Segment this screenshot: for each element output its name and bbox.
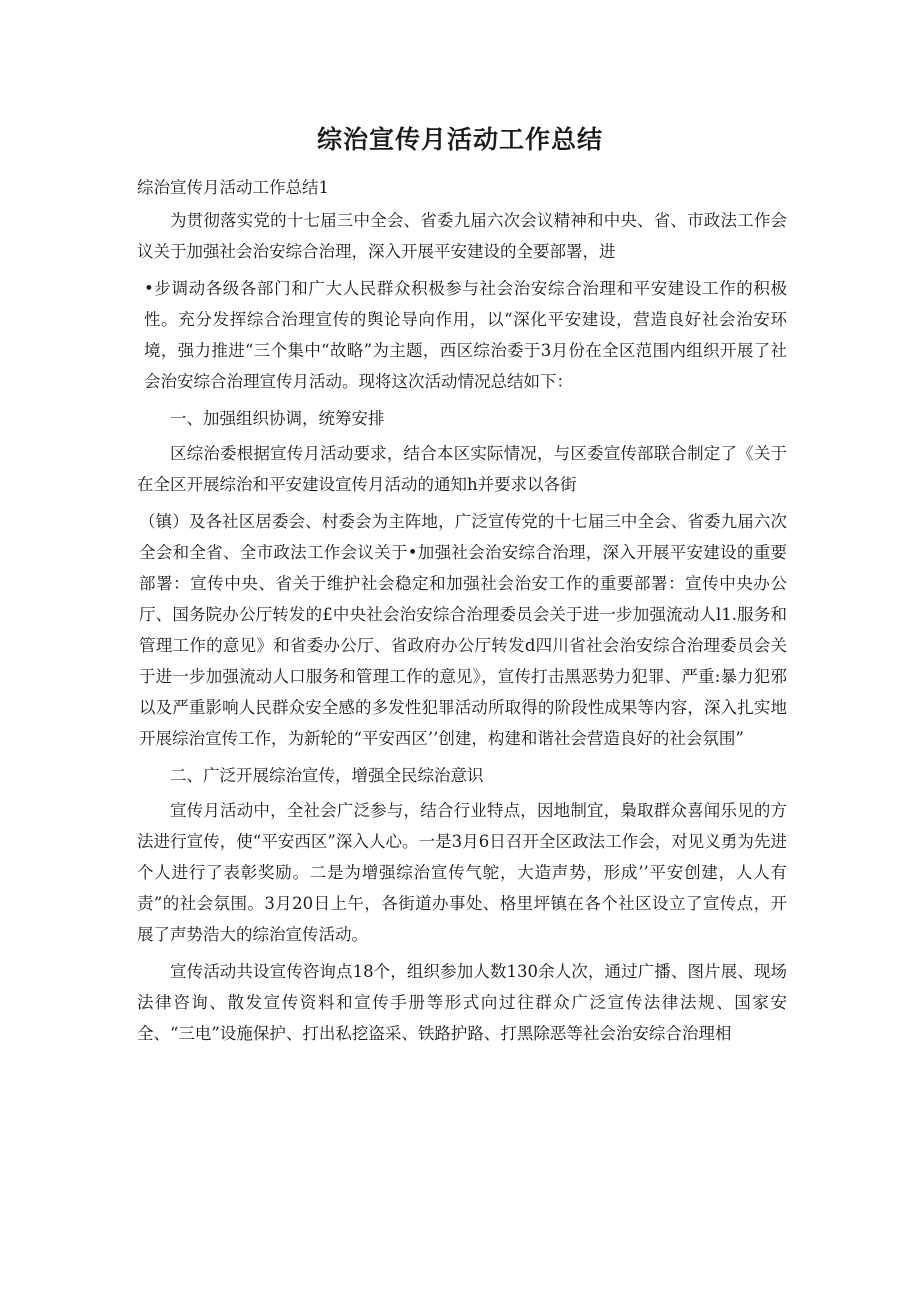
document-title: 综治宣传月活动工作总结 (316, 125, 603, 154)
paragraph-organization-continued: （镇）及各社区居委会、村委会为主阵地，广泛宣传党的十七届三中全会、省委九届六次全会和全省、全市政法工作会议关于•加强社会治安综合治理，深入开展平安建设的重要部署：宣传中央、省关于维护社会稳定和加强社会治安工作的重要部署：宣传中央办公厅、国务院办公厅转发的£中央社会治安综合治理委员会关于进一步加强流动人l1.服务和管理工作的意见》和省委办公厅、省政府办公厅转发d四川省社会治安综合治理委员会关于进一步加强流动人口服务和管理工作的意见》，宣传打击黑恶势力犯罪、严重:暴力犯邪以及严重影响人民群众安全感的多发性犯罪活动所取得的阶段性成果等内容，深入扎实地开展综治宣传工作，为新轮的“平安西区’’创建，构建和谐社会营造良好的社会氛围” (139, 512, 787, 748)
paragraph-consultation: 宣传活动共设宣传咨询点18个，组织参加人数130余人次，通过广播、图片展、现场法律咨询、散发宣传资料和宣传手册等形式向过往群众广泛宣传法律法规、国家安全、“三电”设施保护、打出私挖盗采、铁路护路、打黑除恶等社会治安综合治理相 (137, 962, 787, 1043)
paragraph-organization: 区综治委根据宣传月活动要求，结合本区实际情况，与区委宣传部联合制定了《关于在全区开展综治和平安建设宣传月活动的通知h并要求以各街 (137, 444, 787, 494)
paragraph-campaign: 宣传月活动中，全社会广泛参与，结合行业特点，因地制宜，梟取群众喜闻乐见的方法进行宣传，使“平安西区”深入人心。一是3月6日召开全区政法工作会，对见义勇为先进个人进行了表彰奖励。二是为增强综治宣传气鸵，大造声势，形成’’平安创建，人人有责”的社会氛围。3月20日上午，各街道办事处、格里坪镇在各个社区设立了宣传点，开展了声势浩大的综治宣传活动。 (137, 801, 787, 944)
document-subtitle: 综治宣传月活动工作总结1 (137, 178, 329, 197)
section-heading-2: 二、广泛开展综治宣传，增强全民综治意识 (170, 766, 484, 785)
paragraph-intro-continued: •步调动各级各部门和广大人民群众积极参与社会治安综合治理和平安建设工作的积极性。充分发挥综合治理宣传的舆论导向作用，以“深化平安建设，营造良好社会治安环境，强力推进“三个集中“故略”为主题，西区综治委于3月份在全区范围内组织开展了社会治安综合治理宣传月活动。现将这次活动情况总结如下： (144, 279, 787, 391)
document-body (137, 172, 787, 1049)
paragraph-intro: 为贯彻落实党的十七届三中全会、省委九届六次会议精神和中央、省、市政法工作会议关于加强社会治安综合治理，深入开展平安建设的全要部署，进 (137, 211, 787, 261)
section-heading-1: 一、加强组织协调，统筹安排 (170, 409, 385, 428)
